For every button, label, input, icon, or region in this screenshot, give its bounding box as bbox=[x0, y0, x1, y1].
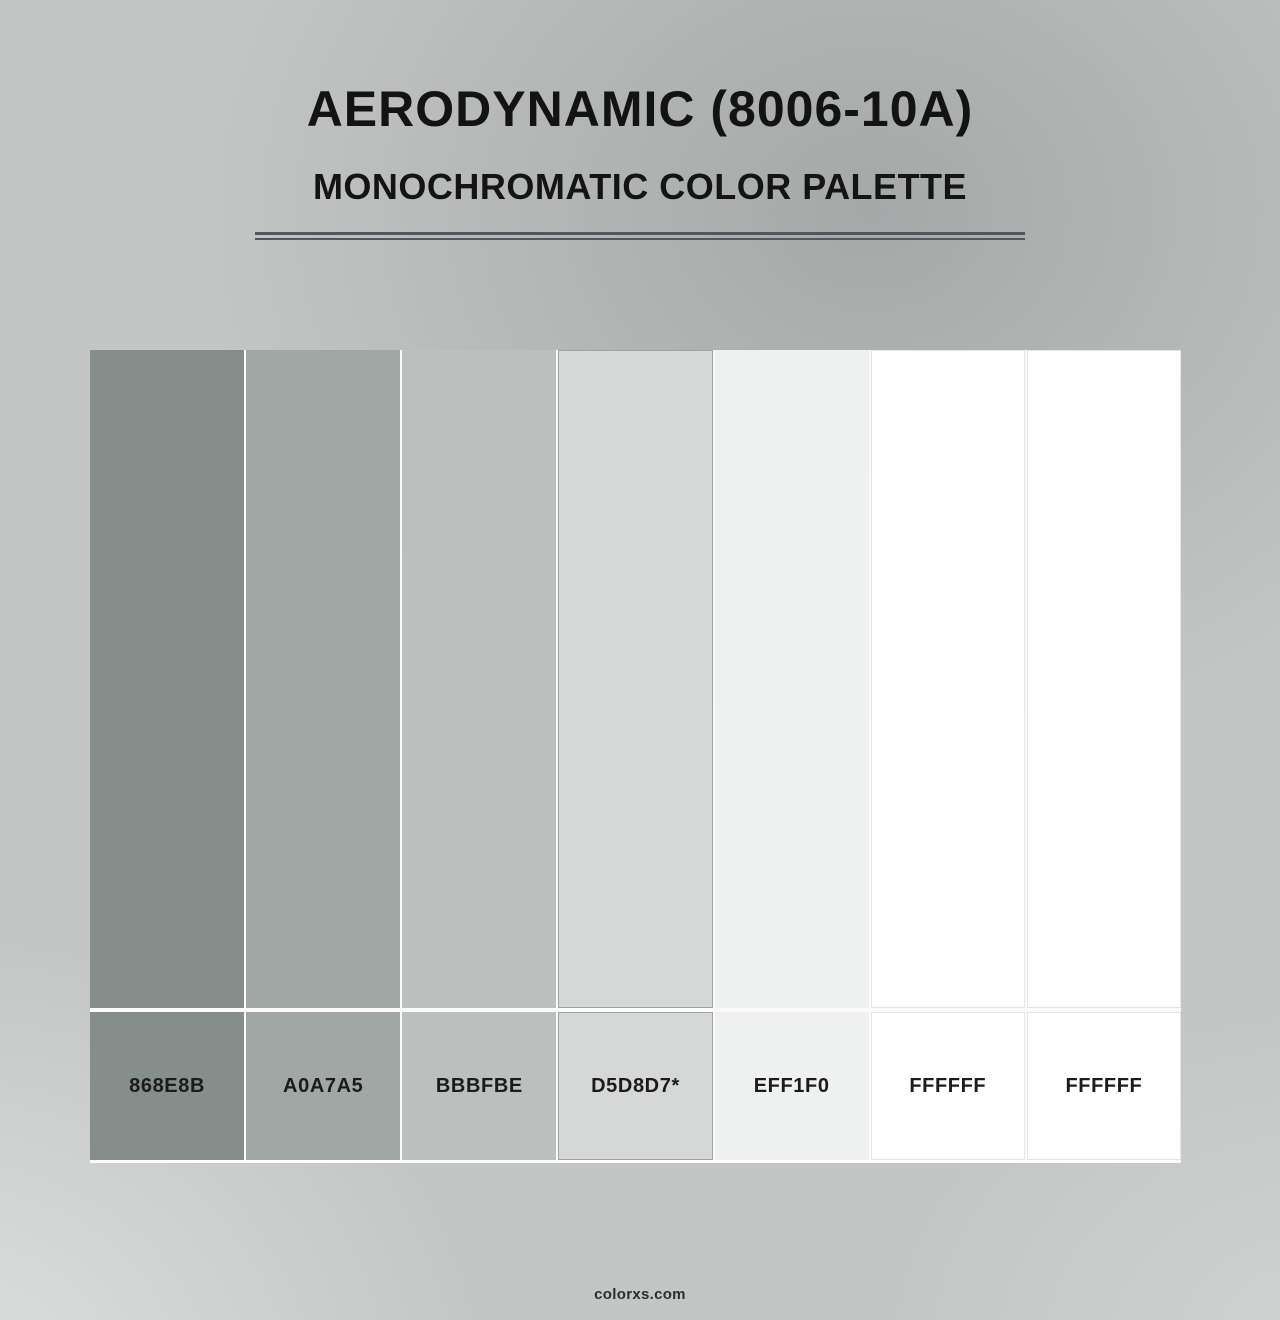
swatch-4 bbox=[558, 350, 712, 1008]
swatch-label-3: BBBFBE bbox=[402, 1012, 556, 1160]
swatch-7 bbox=[1027, 350, 1181, 1008]
swatch-6 bbox=[871, 350, 1025, 1008]
swatch-2 bbox=[246, 350, 400, 1008]
swatch-5 bbox=[715, 350, 869, 1008]
page-title: AERODYNAMIC (8006-10A) bbox=[306, 81, 974, 137]
swatch-1 bbox=[90, 350, 244, 1008]
title-divider bbox=[255, 232, 1025, 240]
swatch-label-4: D5D8D7* bbox=[558, 1012, 712, 1160]
swatch-label-2: A0A7A5 bbox=[246, 1012, 400, 1160]
swatch-3 bbox=[402, 350, 556, 1008]
swatch-label-1: 868E8B bbox=[90, 1012, 244, 1160]
swatch-label-7: FFFFFF bbox=[1027, 1012, 1181, 1160]
page-subtitle: MONOCHROMATIC COLOR PALETTE bbox=[312, 166, 968, 207]
swatch-label-6: FFFFFF bbox=[871, 1012, 1025, 1160]
swatch-label-5: EFF1F0 bbox=[715, 1012, 869, 1160]
palette-grid bbox=[90, 350, 1181, 1163]
site-credit: colorxs.com bbox=[594, 1286, 686, 1303]
